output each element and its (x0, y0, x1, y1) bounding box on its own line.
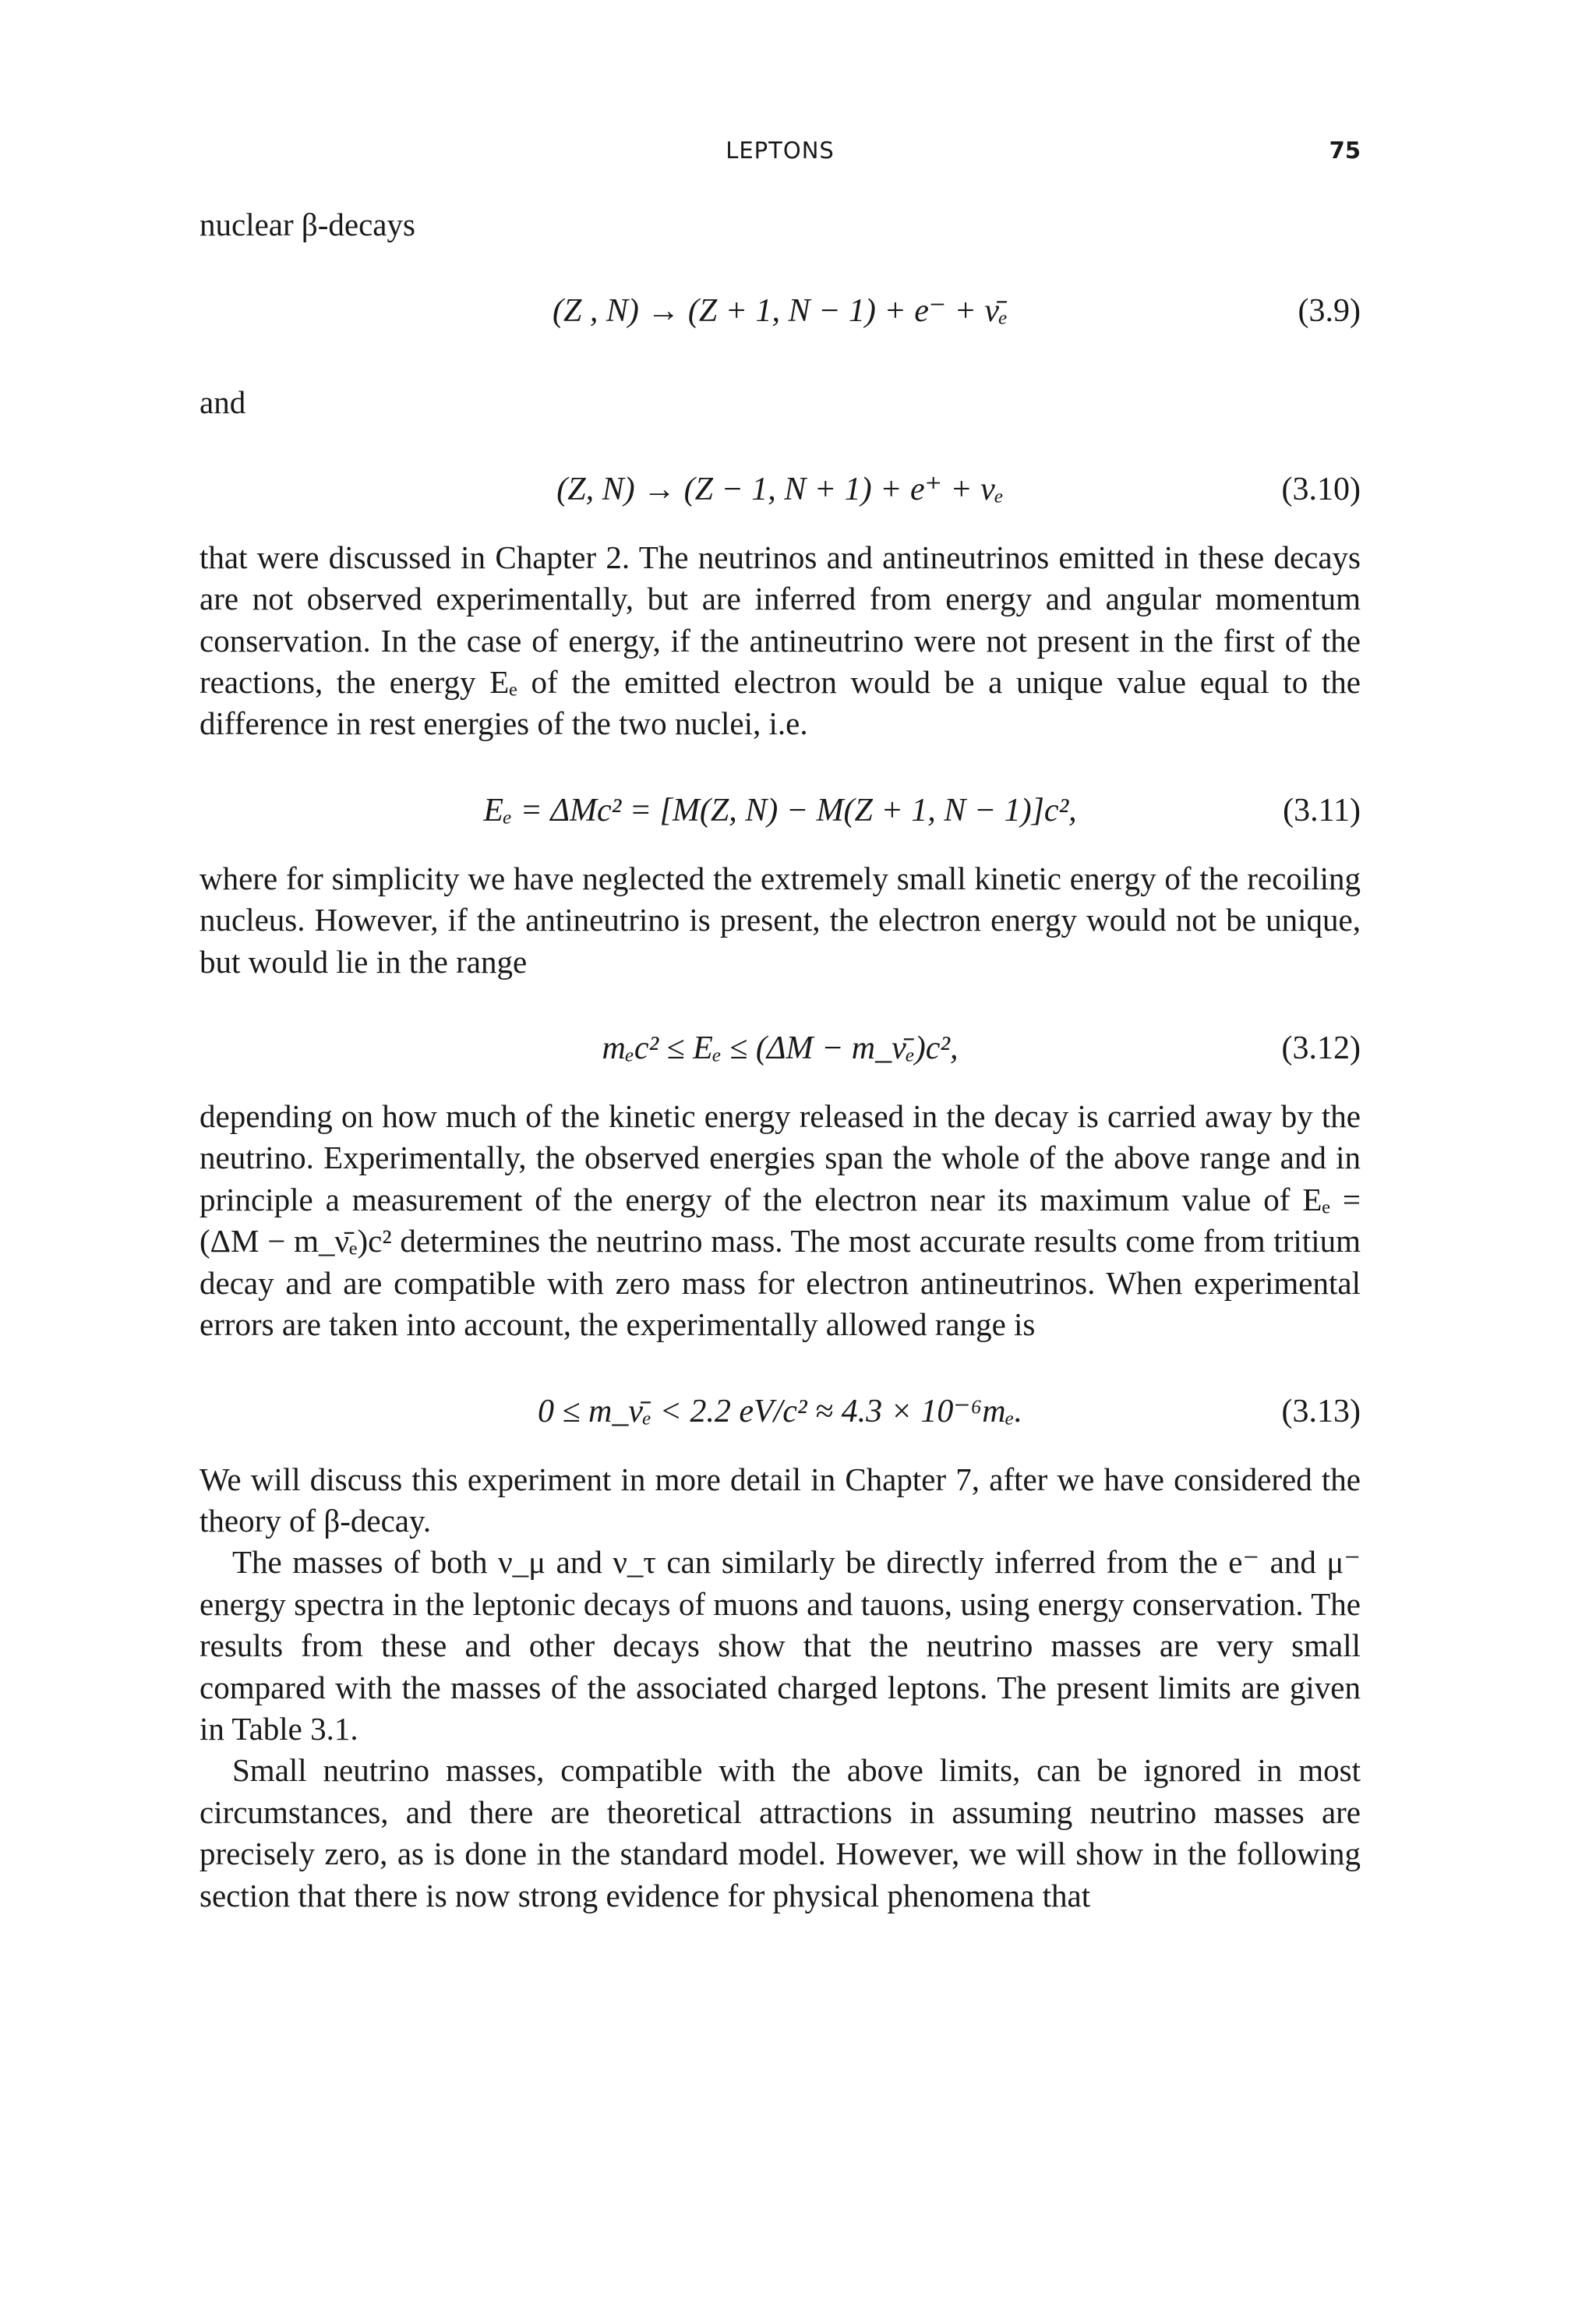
equation-3-9 (200, 291, 1361, 332)
equation-number: (3.11) (1283, 792, 1361, 829)
paragraph: where for simplicity we have neglected the extremely small kinetic energy of the recoiling nucleus. However, if the antineutrino is present, the electron energy would not be unique, but would lie in the range (200, 860, 1361, 980)
paragraph: depending on how much of the kinetic energy released in the decay is carried away by the neutrino. Experimentally, the observed energies span the whole of the above range and in principle a measurement of the energy of the electron near its maximum value of Eₑ = (ΔM − m_ν̄ₑ)c² determines the neutrino mass. The most accurate results come from tritium decay and are compatible with zero mass for electron antineutrinos. When experimental errors are taken into account, the experimentally allowed range is (200, 1098, 1361, 1343)
paragraph: We will discuss this experiment in more detail in Chapter 7, after we have considered the theory of β-decay. (200, 1461, 1361, 1539)
equation-expression: (Z , N) → (Z + 1, N − 1) + e⁻ + ν̄ₑ (552, 293, 1008, 330)
book-page (200, 0, 1361, 2318)
intro-line: nuclear β-decays (200, 207, 415, 242)
page-number: 75 (1329, 137, 1361, 164)
paragraph: Small neutrino masses, compatible with the above limits, can be ignored in most circumstances, and there are theoretical attractions in assuming neutrino masses are precisely zero, as is done in the standard model. However, we will show in the following section that there is now strong evidence for physical phenomena that (200, 1752, 1361, 1913)
equation-expression: (Z, N) → (Z − 1, N + 1) + e⁺ + νₑ (556, 471, 1004, 507)
equation-number: (3.10) (1281, 471, 1361, 507)
running-title: LEPTONS (726, 137, 835, 164)
equation-expression: mₑc² ≤ Eₑ ≤ (ΔM − m_ν̄ₑ)c², (602, 1030, 959, 1067)
equation-3-13 (200, 1391, 1361, 1433)
equation-number: (3.13) (1281, 1393, 1361, 1429)
equation-3-12 (200, 1028, 1361, 1069)
equation-expression: Eₑ = ΔMc² = [M(Z, N) − M(Z + 1, N − 1)]c², (483, 792, 1077, 829)
equation-3-11 (200, 790, 1361, 832)
equation-expression: 0 ≤ m_ν̄ₑ < 2.2 eV/c² ≈ 4.3 × 10⁻⁶mₑ. (537, 1393, 1023, 1429)
equation-number: (3.9) (1298, 293, 1361, 330)
page-body (200, 204, 1361, 1917)
paragraph: The masses of both ν_μ and ν_τ can similarly be directly inferred from the e⁻ and μ⁻ energy spectra in the leptonic decays of muons and tauons, using energy conservation. The results from these and other decays show that the neutrino masses are very small compared with the masses of the associated charged leptons. The present limits are given in Table 3.1. (200, 1544, 1361, 1747)
equation-3-10 (200, 469, 1361, 511)
paragraph: that were discussed in Chapter 2. The neutrinos and antineutrinos emitted in these decays are not observed experimentally, but are inferred from energy and angular momentum conservation. In the case of energy, if the antineutrino were not present in the first of the reactions, the energy Eₑ of the emitted electron would be a unique value equal to the difference in rest energies of the two nuclei, i.e. (200, 539, 1361, 742)
connector-text: and (200, 384, 246, 421)
equation-number: (3.12) (1281, 1030, 1361, 1067)
running-header (200, 137, 1361, 175)
